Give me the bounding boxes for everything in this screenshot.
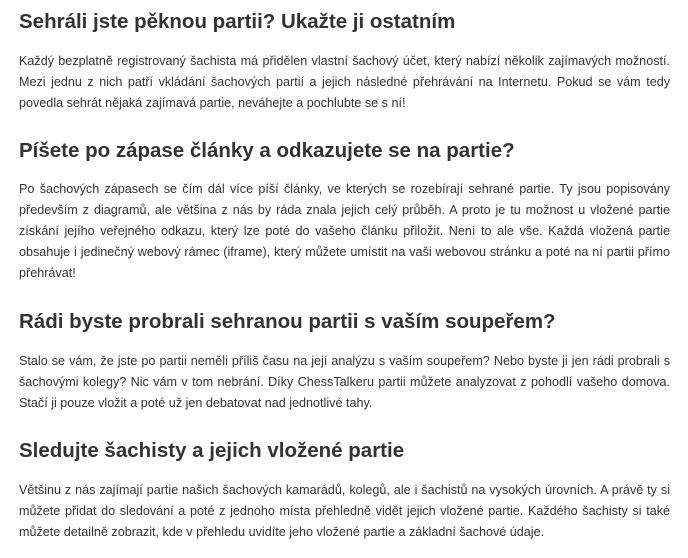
section-heading: Píšete po zápase články a odkazujete se na partie? [19, 139, 515, 162]
section-heading: Sledujte šachisty a jejich vložené partie [19, 439, 405, 462]
section-follow-players [19, 414, 670, 543]
section-paragraph: Většinu z nás zajímají partie našich šachových kamarádů, kolegů, ale i šachistů na vysokých úrovních. A právě ty si můžete přidat do sledování a poté z jednoho místa přehledně vidět jejich vložené partie. Každého šachisty si také můžete detailně zobrazit, kde v přehledu uvidíte jeho vložené partie a základní šachové údaje. [19, 483, 670, 539]
section-analysis [19, 284, 670, 414]
section-heading: Rádi byste probrali sehranou partii s vaším soupeřem? [19, 310, 556, 333]
section-articles [19, 114, 670, 284]
section-paragraph: Každý bezplatně registrovaný šachista má přidělen vlastní šachový účet, který nabízí několik zajímavých možností. Mezi jednu z nich patří vkládání šachových partií a jejich následné přehrávání na Internetu. Pokud se vám tedy povedla sehrát nějaká zajímavá partie, neváhejte a pochlubte se s ní! [19, 54, 670, 110]
section-paragraph: Stalo se vám, že jste po partii neměli příliš času na její analýzu s vaším soupeřem? Nebo byste ji jen rádi probrali s šachovými kolegy? Nic vám v tom nebrání. Díky ChessTalkeru partii můžete analyzovat z pohodlí vašeho domova. Stačí ji pouze vložit a poté už jen debatovat nad jednotlivé tahy. [19, 354, 670, 410]
section-heading: Sehráli jste pěknou partii? Ukažte ji ostatním [19, 10, 456, 33]
section-paragraph: Po šachových zápasech se čím dál více píší články, ve kterých se rozebírají sehrané partie. Ty jsou popisovány především z diagramů, ale většina z nás by ráda znala jejich celý průběh. A proto je tu možnost u vložené partie získání jejího veřejného odkazu, který lze poté do vašeho článku přiložit. Není to ale vše. Každá vložená partie obsahuje i jedinečný webový rámec (iframe), který můžete umístit na vaši webovou stránku a poté na ní partii přímo přehrávat! [19, 182, 670, 280]
section-share-game [19, 0, 670, 114]
